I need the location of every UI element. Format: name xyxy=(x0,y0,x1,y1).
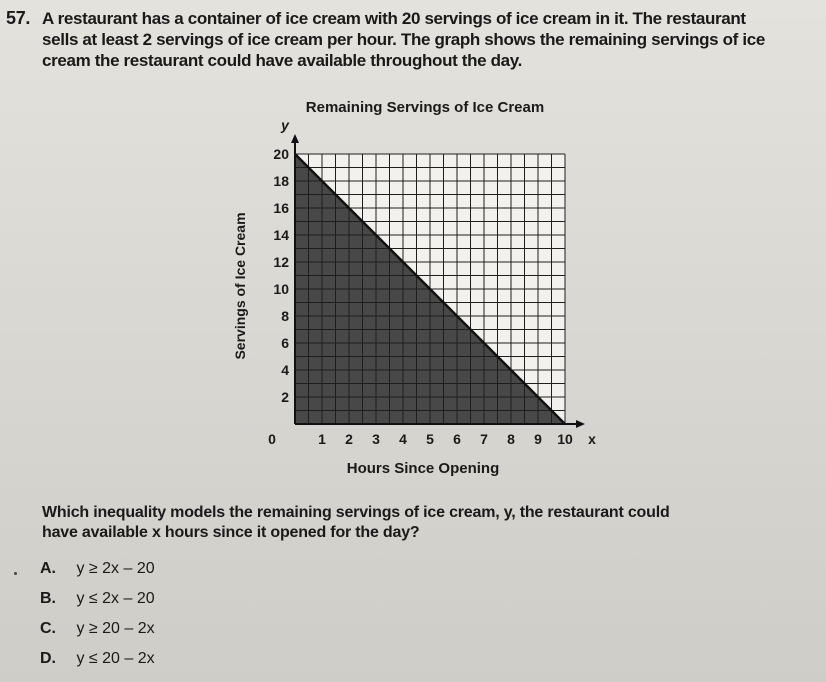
x-axis-arrow xyxy=(576,420,585,428)
y-axis-arrow xyxy=(291,134,299,143)
y-axis-label: Servings of Ice Cream xyxy=(232,212,248,360)
plot-area xyxy=(291,134,585,428)
x-tick-label: 8 xyxy=(507,431,515,447)
choice-c-letter: C. xyxy=(40,620,56,637)
x-tick-label: 4 xyxy=(399,431,407,447)
x-tick-label: 9 xyxy=(534,431,542,447)
choice-b-letter: B. xyxy=(40,590,56,607)
choice-a-letter: A. xyxy=(40,560,56,577)
y-tick-label: 2 xyxy=(281,389,289,405)
choice-a-expression: y ≥ 2x – 20 xyxy=(76,560,155,577)
y-tick-label: 4 xyxy=(281,362,289,378)
x-tick-label: 5 xyxy=(426,431,434,447)
choice-b-expression: y ≤ 2x – 20 xyxy=(76,590,155,607)
choice-d[interactable] xyxy=(40,650,155,668)
x-tick-label: 7 xyxy=(480,431,488,447)
x-tick-label: 2 xyxy=(345,431,353,447)
chart-title: Remaining Servings of Ice Cream xyxy=(305,99,545,116)
graph-svg xyxy=(225,94,605,484)
inequality-graph xyxy=(225,94,605,484)
choice-d-letter: D. xyxy=(40,650,56,667)
y-axis-letter: y xyxy=(281,117,289,133)
x-axis-letter: x xyxy=(588,431,596,447)
choice-d-expression: y ≤ 20 – 2x xyxy=(76,650,155,667)
x-tick-label: 10 xyxy=(557,431,573,447)
choice-c-expression: y ≥ 20 – 2x xyxy=(76,620,155,637)
y-tick-label: 6 xyxy=(281,335,289,351)
selection-dot xyxy=(14,572,17,575)
stem-line-1: A restaurant has a container of ice cream with 20 servings of ice cream in it. The restaurant xyxy=(42,9,746,28)
stem-line-3: cream the restaurant could have available throughout the day. xyxy=(42,51,522,70)
question-prompt xyxy=(42,503,822,543)
origin-label: 0 xyxy=(268,431,276,447)
y-tick-label: 18 xyxy=(273,173,289,189)
x-tick-label: 3 xyxy=(372,431,380,447)
question-number: 57. xyxy=(6,8,31,28)
y-tick-label: 20 xyxy=(273,146,289,162)
y-tick-label: 8 xyxy=(281,308,289,324)
x-tick-label: 6 xyxy=(453,431,461,447)
choice-c[interactable] xyxy=(40,620,155,638)
choice-b[interactable] xyxy=(40,590,155,608)
y-tick-label: 14 xyxy=(273,227,289,243)
question-stem xyxy=(42,8,822,71)
y-tick-label: 16 xyxy=(273,200,289,216)
x-tick-label: 1 xyxy=(318,431,326,447)
prompt-line-2: have available x hours since it opened for the day? xyxy=(42,524,420,541)
y-tick-label: 12 xyxy=(273,254,289,270)
y-tick-label: 10 xyxy=(273,281,289,297)
stem-line-2: sells at least 2 servings of ice cream per hour. The graph shows the remaining servings of ice xyxy=(42,30,765,49)
x-axis-label: Hours Since Opening xyxy=(346,460,500,477)
prompt-line-1: Which inequality models the remaining servings of ice cream, y, the restaurant could xyxy=(42,504,670,521)
choice-a[interactable] xyxy=(40,560,155,578)
